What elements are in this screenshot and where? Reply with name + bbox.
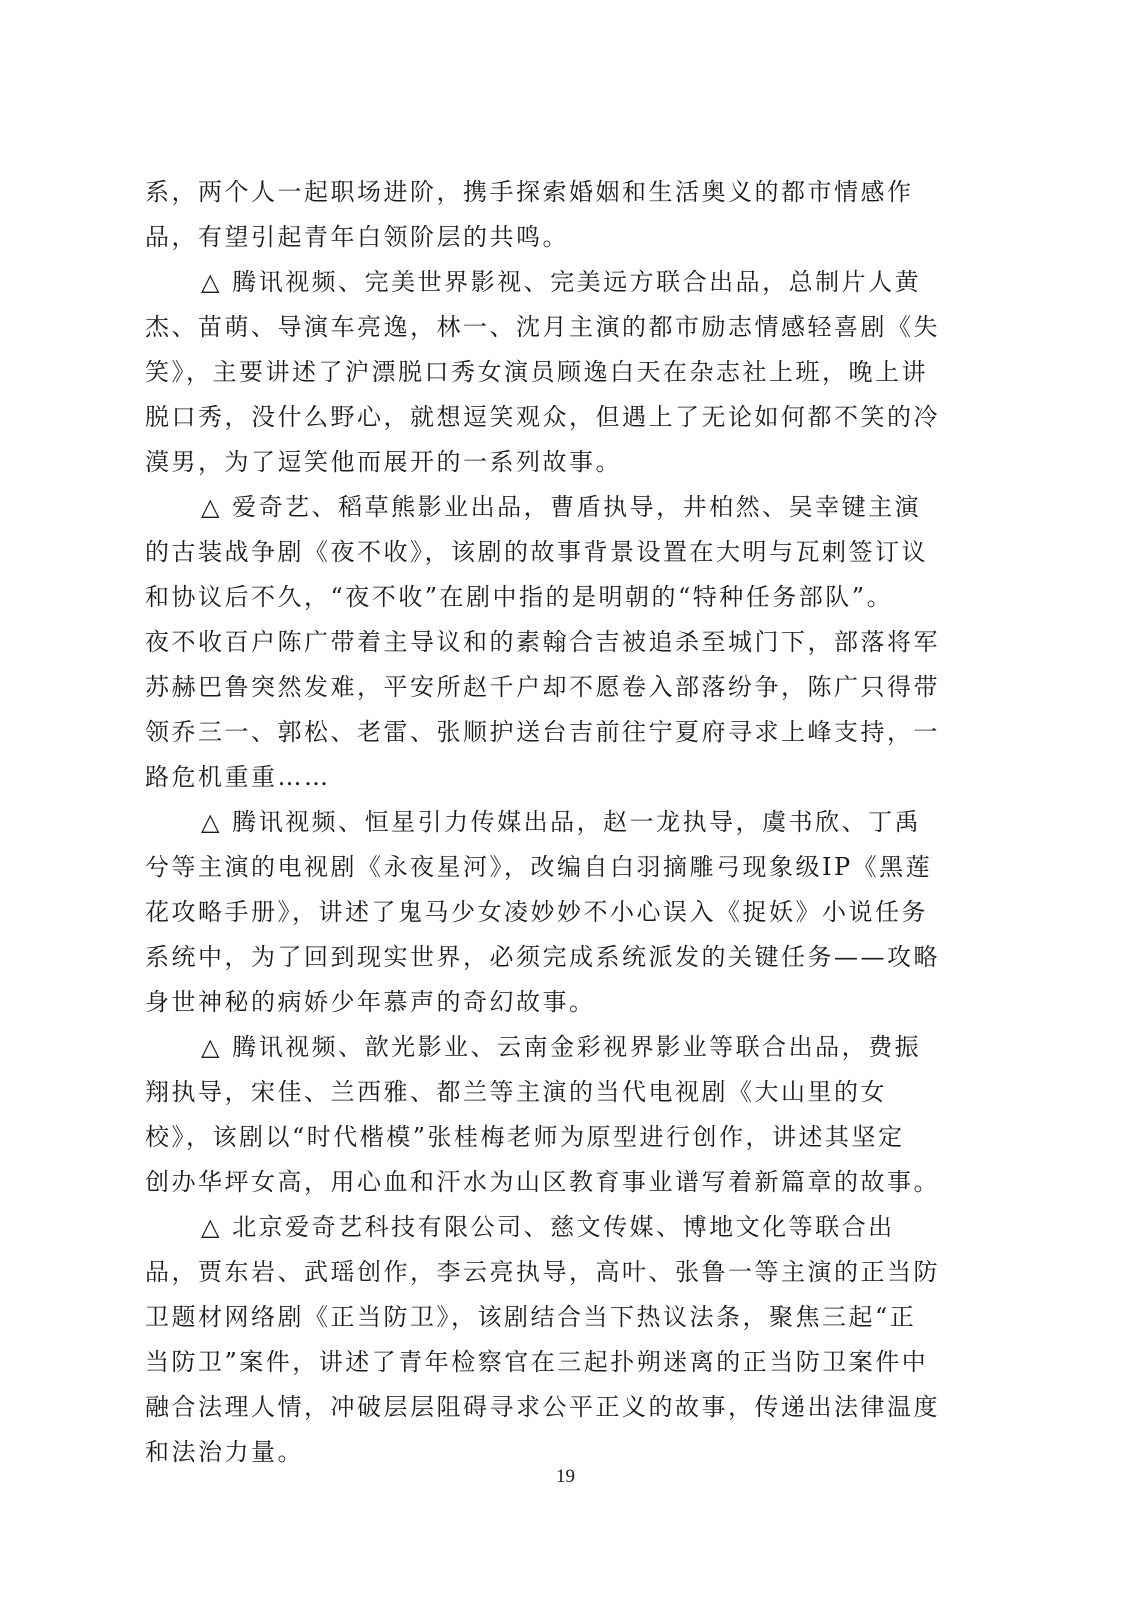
paragraph-first-line: △ 腾讯视频、歆光影业、云南金彩视界影业等联合出品，费振 [201,1033,922,1061]
text-line: 创办华坪女高，用心血和汗水为山区教育事业谱写着新篇章的故事。 [145,1168,940,1196]
paragraph-first-line: △ 北京爱奇艺科技有限公司、慈文传媒、博地文化等联合出 [201,1213,895,1241]
text-line: 苏赫巴鲁突然发难，平安所赵千户却不愿卷入部落纷争，陈广只得带 [145,673,940,701]
text-line: 的古装战争剧《夜不收》，该剧的故事背景设置在大明与瓦剌签订议 [145,538,928,566]
text-line: 花攻略手册》，讲述了鬼马少女凌妙妙不小心误入《捉妖》小说任务 [145,898,928,926]
text-line: 路危机重重…… [145,763,331,791]
text-line: 系，两个人一起职场进阶，携手探索婚姻和生活奥义的都市情感作 [145,178,914,206]
text-line: 品，有望引起青年白领阶层的共鸣。 [145,223,569,251]
page-number: 19 [556,1466,575,1487]
text-line: 翔执导，宋佳、兰西雅、都兰等主演的当代电视剧《大山里的女 [145,1078,887,1106]
text-line: 夜不收百户陈广带着主导议和的素翰合吉被追杀至城门下，部落将军 [145,628,940,656]
text-line: 校》，该剧以“时代楷模”张桂梅老师为原型进行创作，讲述其坚定 [145,1123,905,1151]
text-line: 系统中，为了回到现实世界，必须完成系统派发的关键任务——攻略 [145,943,940,971]
body-text [145,170,975,1475]
paragraph-first-line: △ 腾讯视频、恒星引力传媒出品，赵一龙执导，虞书欣、丁禹 [201,808,922,836]
text-line: 融合法理人情，冲破层层阻碍寻求公平正义的故事，传递出法律温度 [145,1393,940,1421]
text-line: 和协议后不久，“夜不收”在剧中指的是明朝的“特种任务部队”。 [145,583,894,611]
paragraph-first-line: △ 爱奇艺、稻草熊影业出品，曹盾执导，井柏然、吴幸键主演 [201,493,922,521]
text-line: 和法治力量。 [145,1438,304,1466]
text-line: 兮等主演的电视剧《永夜星河》，改编自白羽摘雕弓现象级IP《黑莲 [145,853,933,881]
text-line: 笑》，主要讲述了沪漂脱口秀女演员顾逸白天在杂志社上班，晚上讲 [145,358,928,386]
text-line: 当防卫”案件，讲述了青年检察官在三起扑朔迷离的正当防卫案件中 [145,1348,929,1376]
text-line: 杰、苗萌、导演车亮逸，林一、沈月主演的都市励志情感轻喜剧《失 [145,313,940,341]
text-line: 领乔三一、郭松、老雷、张顺护送台吉前往宁夏府寻求上峰支持，一 [145,718,940,746]
text-line: 漠男，为了逗笑他而展开的一系列故事。 [145,448,622,476]
paragraph-first-line: △ 腾讯视频、完美世界影视、完美远方联合出品，总制片人黄 [201,268,922,296]
text-line: 身世神秘的病娇少年慕声的奇幻故事。 [145,988,596,1016]
text-line: 卫题材网络剧《正当防卫》，该剧结合当下热议法条，聚焦三起“正 [145,1303,917,1331]
text-line: 脱口秀，没什么野心，就想逗笑观众，但遇上了无论如何都不笑的冷 [145,403,940,431]
text-line: 品，贾东岩、武瑶创作，李云亮执导，高叶、张鲁一等主演的正当防 [145,1258,940,1286]
